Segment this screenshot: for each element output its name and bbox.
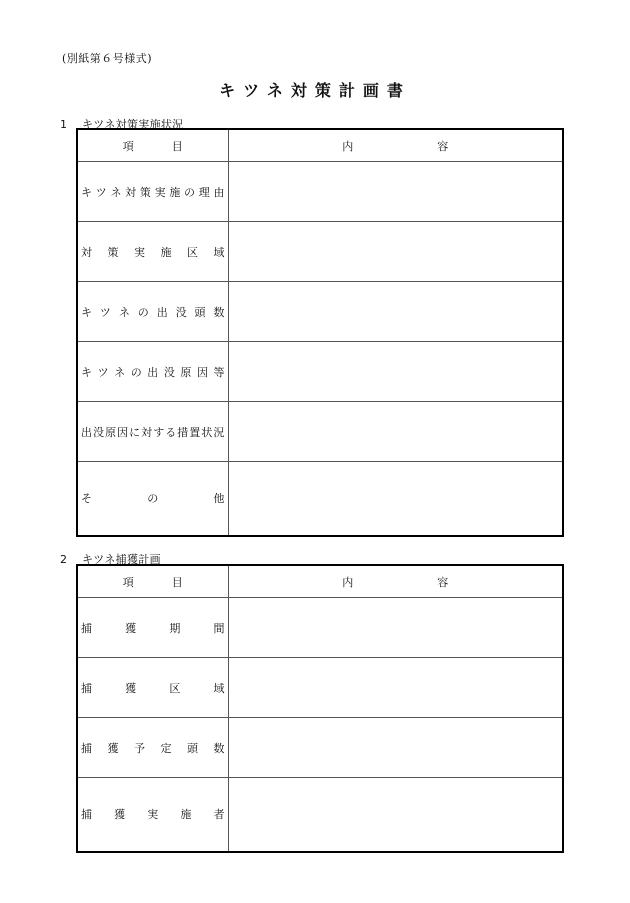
row-label-countermeasures xyxy=(77,402,228,462)
section-1-table xyxy=(76,128,564,537)
label-char: 実 xyxy=(147,808,159,822)
label-text xyxy=(81,184,225,200)
label-char: ネ xyxy=(118,305,130,319)
label-char: に xyxy=(129,425,141,439)
header-char: 内 xyxy=(342,575,354,589)
label-char: 域 xyxy=(213,681,225,695)
table-row xyxy=(77,778,563,852)
row-label-other xyxy=(77,462,228,536)
label-char: 原 xyxy=(180,365,192,379)
content-cell[interactable] xyxy=(228,282,563,342)
label-char: 頭 xyxy=(187,741,198,755)
item-column-header xyxy=(77,565,228,598)
table-row xyxy=(77,598,563,658)
row-label-reason xyxy=(77,162,228,222)
label-char: 理 xyxy=(198,185,210,199)
label-char: 獲 xyxy=(107,741,119,755)
label-text xyxy=(81,364,225,380)
content-cell[interactable] xyxy=(228,342,563,402)
label-char: ネ xyxy=(114,365,126,379)
header-char: 項 xyxy=(122,139,134,153)
content-cell[interactable] xyxy=(228,658,563,718)
label-char: 況 xyxy=(213,425,225,439)
label-char: 没 xyxy=(175,305,187,319)
label-char: 策 xyxy=(139,185,151,199)
table-row xyxy=(77,282,563,342)
label-char: の xyxy=(130,365,142,379)
label-char: 因 xyxy=(117,425,129,439)
section-1-title: キツネ対策実施状況 xyxy=(82,118,184,131)
label-char: 出 xyxy=(156,305,168,319)
table-row xyxy=(77,462,563,536)
label-char: 因 xyxy=(196,365,208,379)
label-char: 他 xyxy=(213,492,225,506)
form-number: (別紙第６号様式) xyxy=(62,52,153,65)
table-header-row xyxy=(77,565,563,598)
label-char: 獲 xyxy=(125,621,137,635)
label-text xyxy=(81,680,225,696)
label-char: 対 xyxy=(125,185,137,199)
label-char: の xyxy=(147,492,159,506)
item-column-header xyxy=(77,129,228,162)
label-char: 捕 xyxy=(81,741,92,755)
label-char: る xyxy=(165,425,177,439)
label-char: ツ xyxy=(99,305,111,319)
label-text xyxy=(81,620,225,636)
header-char: 内 xyxy=(342,139,354,153)
label-char: 置 xyxy=(189,425,201,439)
label-char: 間 xyxy=(213,621,225,635)
row-label-capture-operator xyxy=(77,778,228,852)
row-label-area xyxy=(77,222,228,282)
table-row xyxy=(77,342,563,402)
label-char: 出 xyxy=(81,425,92,439)
label-char: す xyxy=(153,425,165,439)
label-text xyxy=(81,806,225,822)
label-char: 施 xyxy=(160,245,172,259)
row-label-planned-capture-count xyxy=(77,718,228,778)
section-1-number: 1 xyxy=(60,118,68,131)
content-cell[interactable] xyxy=(228,718,563,778)
label-text xyxy=(81,244,225,260)
label-text xyxy=(81,490,225,506)
label-char: 予 xyxy=(134,741,145,755)
label-char: 状 xyxy=(201,425,213,439)
label-char: ツ xyxy=(95,185,107,199)
content-cell[interactable] xyxy=(228,462,563,536)
header-char: 目 xyxy=(171,575,183,589)
row-label-sighting-count xyxy=(77,282,228,342)
label-char: 対 xyxy=(141,425,153,439)
label-char: 等 xyxy=(213,365,225,379)
table-row xyxy=(77,718,563,778)
label-char: の xyxy=(137,305,149,319)
content-cell[interactable] xyxy=(228,402,563,462)
label-char: 捕 xyxy=(81,681,92,695)
label-char: 原 xyxy=(105,425,117,439)
label-char: 区 xyxy=(169,681,181,695)
label-char: 獲 xyxy=(114,808,126,822)
label-char: 施 xyxy=(180,808,192,822)
label-char: 施 xyxy=(169,185,181,199)
content-cell[interactable] xyxy=(228,778,563,852)
label-char: 者 xyxy=(213,808,225,822)
section-2-number: 2 xyxy=(60,553,68,566)
table-row xyxy=(77,222,563,282)
label-char: の xyxy=(184,185,196,199)
label-char: 数 xyxy=(213,741,225,755)
label-char: 域 xyxy=(213,245,225,259)
content-column-header xyxy=(228,565,563,598)
label-char: 期 xyxy=(169,621,181,635)
content-cell[interactable] xyxy=(228,598,563,658)
header-char: 容 xyxy=(437,575,449,589)
section-2-table xyxy=(76,564,564,853)
label-char: 実 xyxy=(154,185,166,199)
content-cell[interactable] xyxy=(228,222,563,282)
label-char: 区 xyxy=(187,245,198,259)
label-char: 没 xyxy=(93,425,105,439)
label-char: キ xyxy=(81,305,92,319)
label-char: 頭 xyxy=(194,305,206,319)
table-row xyxy=(77,402,563,462)
label-char: 実 xyxy=(134,245,145,259)
label-char: 獲 xyxy=(125,681,137,695)
label-char: 捕 xyxy=(81,808,92,822)
row-label-capture-period xyxy=(77,598,228,658)
label-char: ツ xyxy=(97,365,109,379)
table-row xyxy=(77,658,563,718)
label-text xyxy=(81,304,225,320)
label-char: 数 xyxy=(213,305,225,319)
row-label-sighting-cause xyxy=(77,342,228,402)
label-char: 策 xyxy=(107,245,119,259)
label-text xyxy=(81,740,225,756)
header-char: 容 xyxy=(437,139,449,153)
label-char: 定 xyxy=(160,741,172,755)
label-char: 措 xyxy=(177,425,189,439)
label-char: そ xyxy=(81,492,92,506)
section-2-title: キツネ捕獲計画 xyxy=(82,553,161,566)
table-row xyxy=(77,162,563,222)
label-char: ネ xyxy=(110,185,122,199)
content-column-header xyxy=(228,129,563,162)
header-char: 項 xyxy=(122,575,134,589)
label-char: キ xyxy=(81,365,92,379)
label-char: キ xyxy=(81,185,92,199)
document-title: キツネ対策計画書 xyxy=(219,81,411,100)
label-char: 没 xyxy=(163,365,175,379)
content-cell[interactable] xyxy=(228,162,563,222)
row-label-capture-area xyxy=(77,658,228,718)
table-header-row xyxy=(77,129,563,162)
label-text xyxy=(81,424,225,440)
label-char: 捕 xyxy=(81,621,92,635)
header-char: 目 xyxy=(171,139,183,153)
label-char: 対 xyxy=(81,245,92,259)
label-char: 由 xyxy=(213,185,225,199)
label-char: 出 xyxy=(147,365,159,379)
